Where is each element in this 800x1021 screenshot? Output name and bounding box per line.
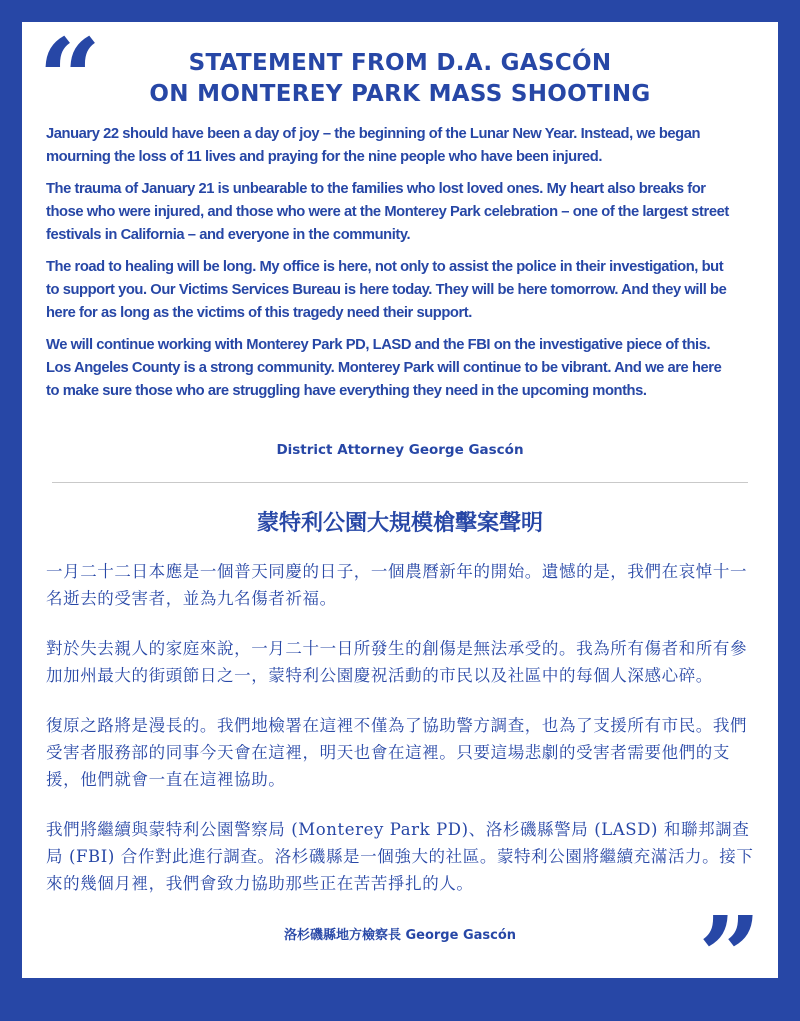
open-quote-icon: “	[38, 14, 102, 143]
english-paragraph: The road to healing will be long. My office is here, not only to assist the police in their investigation, but to support you. Our Victims Services Bureau is here today. They will be here tomorrow. And they will be here for as long as the victims of this tragedy need their support.	[46, 258, 727, 321]
title-line-2: ON MONTEREY PARK MASS SHOOTING	[149, 81, 651, 107]
page-title	[22, 48, 778, 110]
english-paragraph: The trauma of January 21 is unbearable to the families who lost loved ones. My heart also breaks for those who were injured, and those who were at the Monterey Park celebration – one of the largest street festivals in California – and everyone in the community.	[46, 180, 729, 243]
close-quote-icon: ”	[698, 892, 762, 1021]
title-line-1: STATEMENT FROM D.A. GASCÓN	[188, 50, 612, 76]
chinese-paragraph: 復原之路將是漫長的。我們地檢署在這裡不僅為了協助警方調查，也為了支援所有市民。我們受害者服務部的同事今天會在這裡，明天也會在這裡。只要這場悲劇的受害者需要他們的支援，他們就會一直在這裡協助。	[46, 716, 748, 789]
chinese-signature: 洛杉磯縣地方檢察長 George Gascón	[283, 928, 517, 943]
chinese-statement	[46, 558, 756, 920]
chinese-title: 蒙特利公園大規模槍擊案聲明	[256, 511, 543, 536]
english-paragraph: We will continue working with Monterey Park PD, LASD and the FBI on the investigative piece of this. Los Angeles County is a strong community. Monterey Park will continue to be vibrant. And we are here to make sure those who are struggling have everything they need in the upcoming months.	[46, 336, 722, 399]
section-divider	[52, 482, 748, 483]
chinese-paragraph: 我們將繼續與蒙特利公園警察局 (Monterey Park PD)、洛杉磯縣警局 (LASD) 和聯邦調查局 (FBI) 合作對此進行調查。洛杉磯縣是一個強大的社區。蒙特利公園將繼續充滿活力。接下來的幾個月裡，我們會致力協助那些正在苦苦掙扎的人。	[46, 820, 754, 893]
english-paragraph: January 22 should have been a day of joy – the beginning of the Lunar New Year. Instead, we began mourning the loss of 11 lives and praying for the nine people who have been injured.	[46, 125, 701, 165]
english-statement	[46, 122, 758, 411]
chinese-paragraph: 對於失去親人的家庭來說，一月二十一日所發生的創傷是無法承受的。我為所有傷者和所有參加加州最大的街頭節日之一，蒙特利公園慶祝活動的市民以及社區中的每個人深感心碎。	[46, 639, 748, 685]
statement-card	[22, 14, 778, 1021]
english-signature: District Attorney George Gascón	[276, 442, 524, 458]
chinese-paragraph: 一月二十二日本應是一個普天同慶的日子，一個農曆新年的開始。遺憾的是，我們在哀悼十一名逝去的受害者，並為九名傷者祈福。	[46, 562, 748, 608]
